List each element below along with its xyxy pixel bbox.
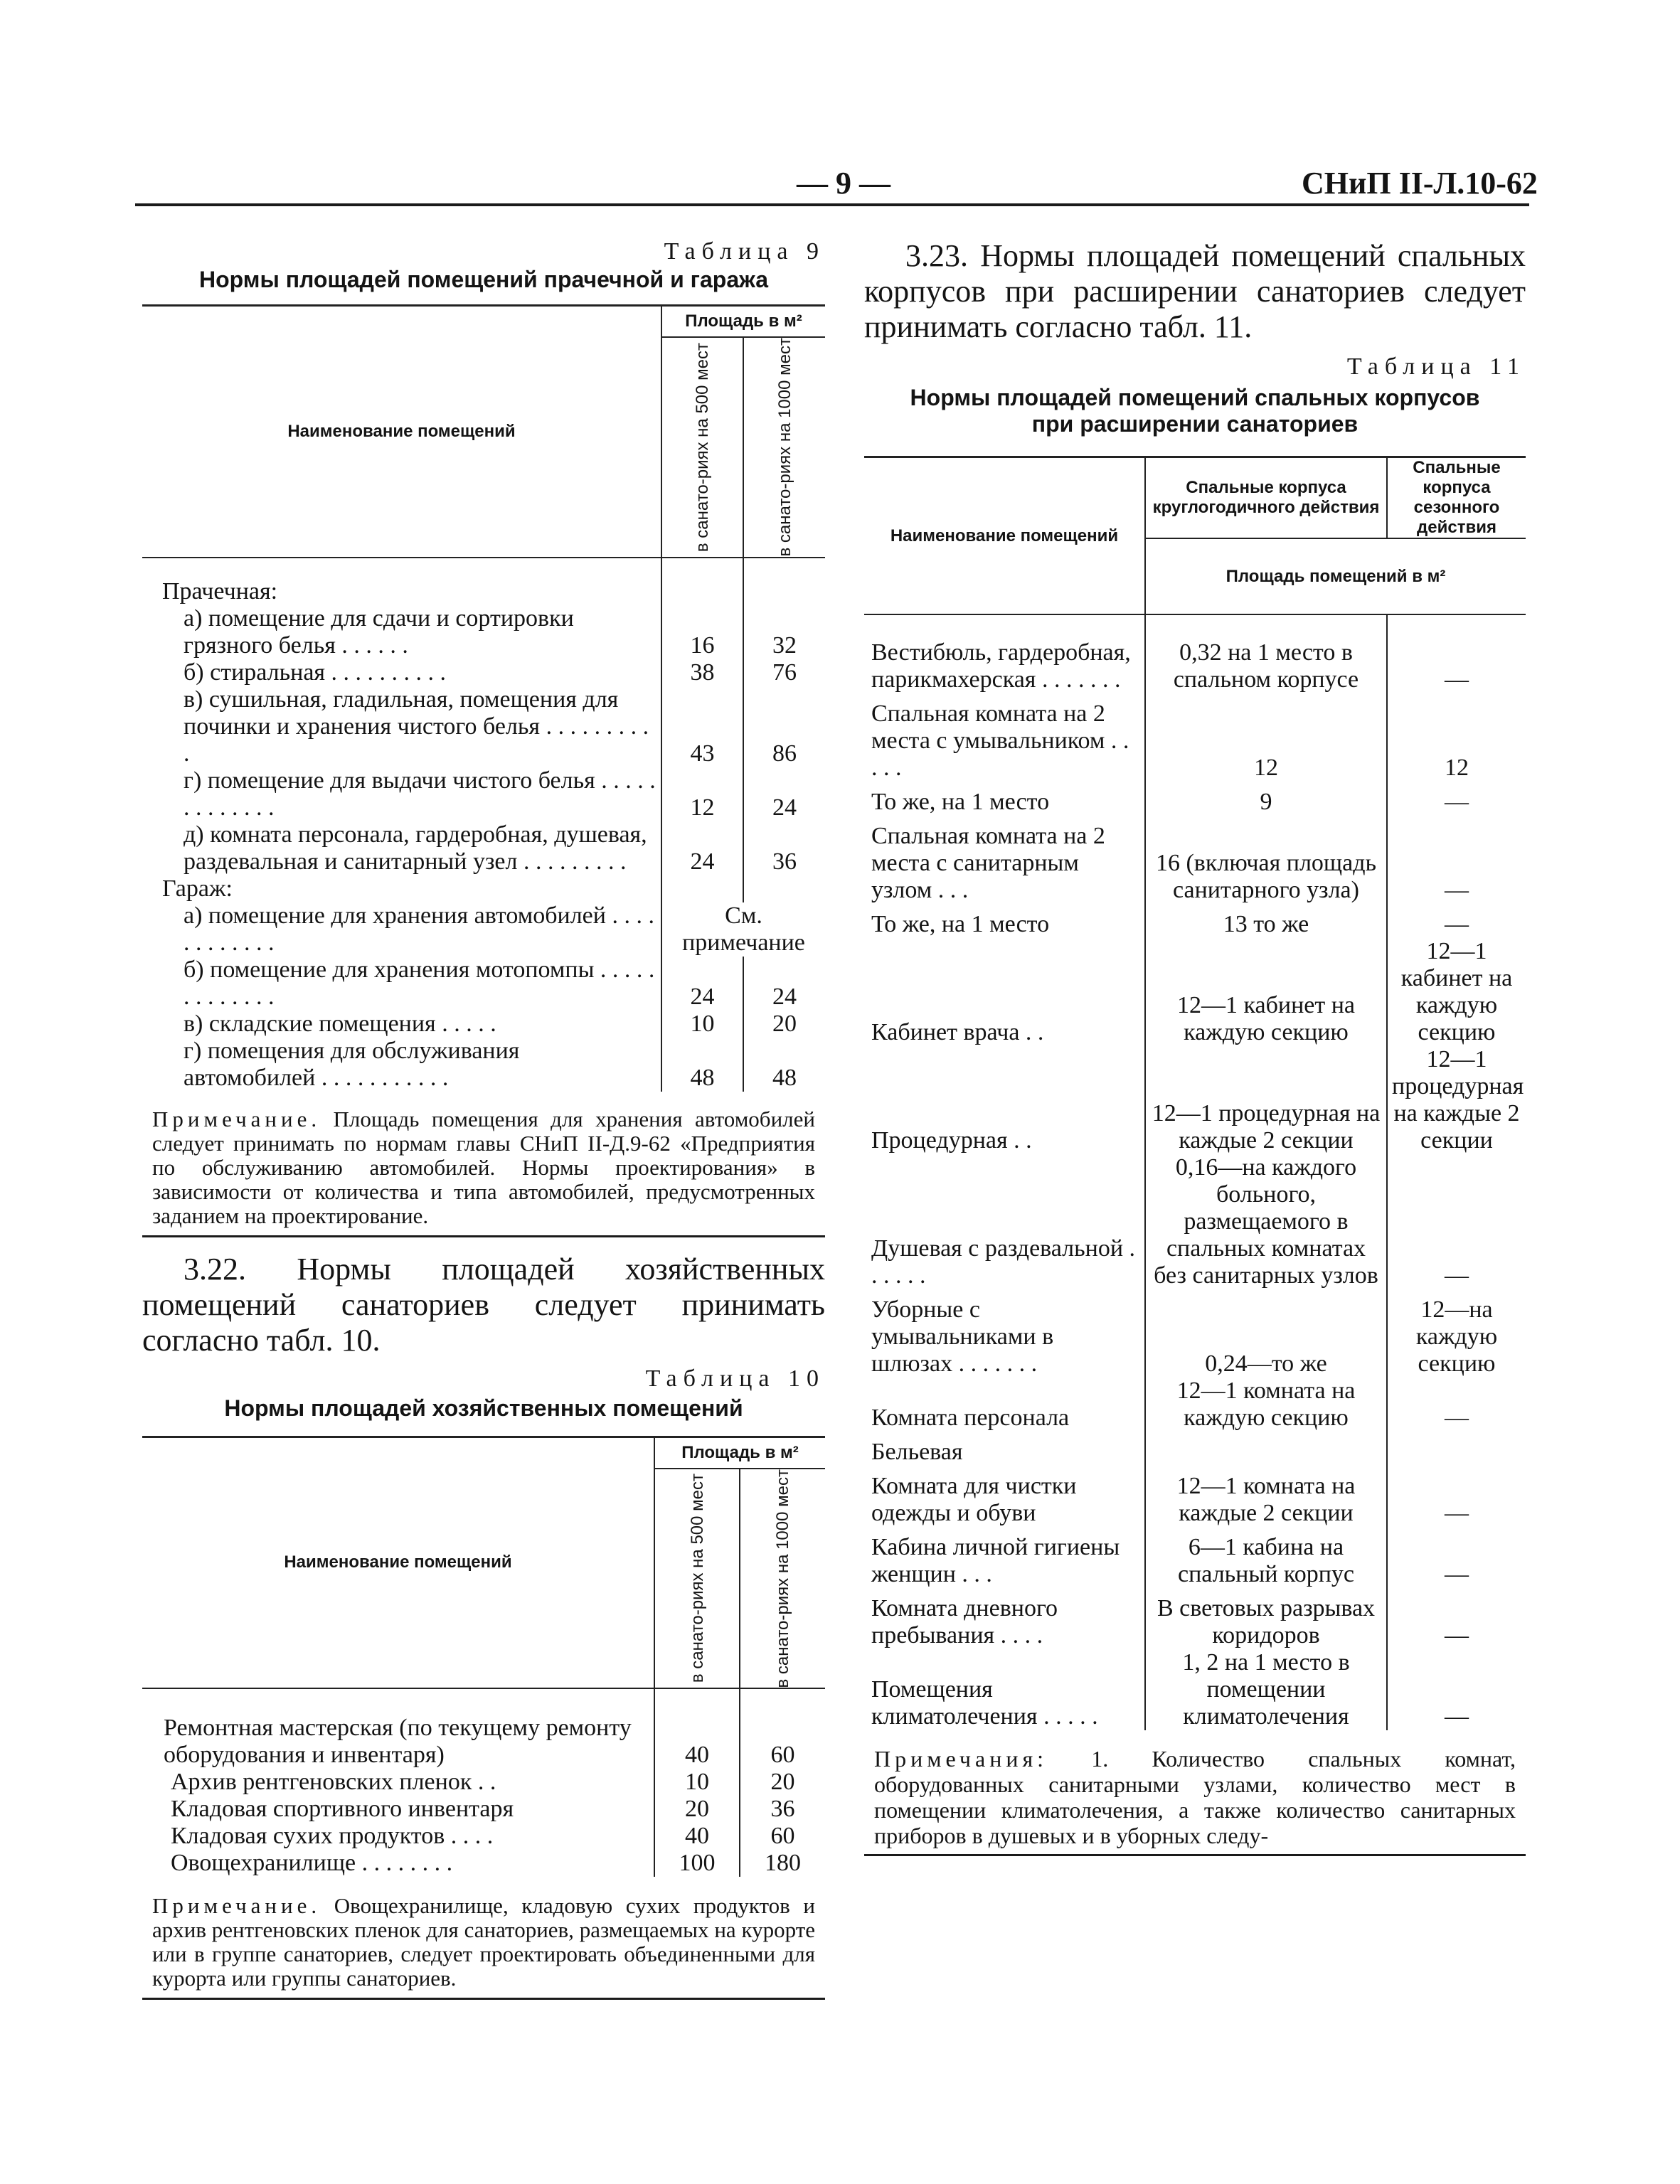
row-value-year-round — [1145, 1432, 1387, 1466]
table-row — [142, 1688, 825, 1769]
row-name: в) сушильная, гладильная, помещения для починки и хранения чистого белья . . . . . . . . . . — [184, 686, 649, 767]
table11-note — [864, 1746, 1526, 1848]
row-value-seasonal: — — [1387, 904, 1526, 938]
row-name: Комната персонала — [871, 1405, 1070, 1431]
row-value-year-round: В световых разрывах коридоров — [1145, 1588, 1387, 1649]
row-value-seasonal: 12 — [1387, 693, 1526, 782]
table-row — [864, 904, 1526, 938]
table11-title: Нормы площадей помещений спальных корпусов при расширении санаториев — [910, 385, 1480, 437]
table-row — [864, 1378, 1526, 1432]
row-value-500: 10 — [661, 1011, 743, 1038]
table-row — [142, 1011, 825, 1038]
table-row — [142, 1769, 825, 1796]
row-name: Овощехранилище . . . . . . . . — [171, 1850, 453, 1876]
para-3-22 — [142, 1252, 825, 1358]
row-name: г) помещения для обслуживания автомобилей . . . . . . . . . . . — [184, 1037, 520, 1091]
table-row — [864, 782, 1526, 816]
row-value-seasonal: — — [1387, 614, 1526, 693]
table11-col-a: Спальные корпуса круглогодичного действия — [1145, 457, 1387, 539]
row-name: а) помещение для хранения автомобилей . . . . . . . . . . . . — [184, 902, 654, 956]
row-value-seasonal: — — [1387, 1154, 1526, 1289]
table10-col-area: Площадь в м² — [654, 1437, 825, 1469]
table-row — [864, 693, 1526, 782]
row-name: Спальная комната на 2 места с санитарным узлом . . . — [871, 823, 1105, 903]
para-3-22-text: Нормы площадей хозяйственных помещений санаториев следует принимать согласно табл. 10. — [142, 1251, 826, 1358]
row-value-500: 16 — [661, 605, 743, 659]
table10-col-name: Наименование помещений — [142, 1437, 654, 1688]
row-name: б) стиральная . . . . . . . . . . — [184, 659, 447, 686]
table-row — [142, 1823, 825, 1850]
table11-body — [864, 614, 1526, 1730]
row-value-500 — [661, 875, 743, 902]
row-value-500: 12 — [661, 767, 743, 821]
row-name: То же, на 1 место — [871, 789, 1050, 815]
table10-bottom-rule — [142, 1998, 825, 2000]
table-row — [142, 957, 825, 1011]
row-value-year-round: 12—1 комната на каждые 2 секции — [1145, 1466, 1387, 1527]
row-name: Кабинет врача . . — [871, 1019, 1044, 1045]
row-value-1000: 60 — [740, 1688, 825, 1769]
table-row — [864, 614, 1526, 693]
table10-note-text: Овощехранилище, кладовую сухих продуктов и архив рентгеновских пленок для санаториев, размещаемых на курорте или в группе санаториев, следует проектировать объединенными для курорта или группы санаториев. — [152, 1893, 816, 1991]
row-value-500: 20 — [654, 1796, 740, 1823]
table9 — [142, 304, 825, 1092]
table-row — [142, 558, 825, 605]
row-name: То же, на 1 место — [871, 911, 1050, 937]
row-value-1000: 20 — [740, 1769, 825, 1796]
table10-caption: Таблица 10 — [645, 1365, 825, 1392]
row-value-1000: 60 — [740, 1823, 825, 1850]
table10-note — [142, 1894, 825, 1991]
row-value-year-round: 6—1 кабина на спальный корпус — [1145, 1527, 1387, 1588]
page-number: — 9 — — [797, 166, 890, 201]
row-name: Помещения климатолечения . . . . . — [871, 1676, 1098, 1730]
table-row — [142, 1850, 825, 1877]
row-value-year-round: 12 — [1145, 693, 1387, 782]
row-name: Прачечная: — [162, 577, 278, 604]
row-value-year-round: 12—1 комната на каждую секцию — [1145, 1378, 1387, 1432]
table-row — [864, 1649, 1526, 1730]
row-value-1000: 36 — [740, 1796, 825, 1823]
row-name: Ремонтная мастерская (по текущему ремонту оборудования и инвентаря) — [164, 1715, 632, 1768]
table-row — [142, 1796, 825, 1823]
table-row — [864, 1588, 1526, 1649]
row-name: в) складские помещения . . . . . — [184, 1010, 496, 1037]
table9-col-500: в санато-риях на 500 мест — [693, 342, 712, 552]
para-3-23 — [864, 238, 1526, 345]
table10-col-500: в санато-риях на 500 мест — [687, 1474, 707, 1683]
table9-col-area: Площадь в м² — [661, 306, 825, 338]
table10-col-1000: в санато-риях на 1000 мест — [773, 1469, 792, 1688]
row-value-seasonal: 12—1 кабинет на каждую секцию — [1387, 938, 1526, 1046]
row-value-1000: 48 — [743, 1038, 825, 1092]
table-row — [142, 902, 825, 957]
row-name: Архив рентгеновских пленок . . — [171, 1769, 496, 1795]
row-name: Комната дневного пребывания . . . . — [871, 1595, 1058, 1648]
table11-bottom-rule — [864, 1854, 1526, 1856]
left-column — [142, 238, 825, 2000]
row-value-year-round: 13 то же — [1145, 904, 1387, 938]
row-name: Душевая с раздевальной . . . . . . — [871, 1235, 1136, 1289]
table-row — [142, 659, 825, 686]
para-3-23-text: Нормы площадей помещений спальных корпусов при расширении санаториев следует принимать согласно табл. 11. — [864, 238, 1526, 344]
table9-col-1000: в санато-риях на 1000 мест — [775, 338, 794, 557]
table-row — [864, 816, 1526, 904]
row-name: Процедурная . . — [871, 1127, 1032, 1154]
row-value-500: 24 — [661, 957, 743, 1011]
row-value-500: 43 — [661, 686, 743, 767]
table10 — [142, 1436, 825, 1877]
table9-note-label: Примечание. — [152, 1106, 321, 1131]
row-name: Уборные с умывальниками в шлюзах . . . . . . . — [871, 1296, 1054, 1377]
row-value-500: 100 — [654, 1850, 740, 1877]
table10-body — [142, 1688, 825, 1877]
row-value-500 — [661, 558, 743, 605]
header-rule — [135, 203, 1529, 206]
row-name: Кладовая сухих продуктов . . . . — [171, 1823, 494, 1849]
row-value-seasonal: 12—1 процедурная на каждые 2 секции — [1387, 1046, 1526, 1154]
row-value-seasonal: — — [1387, 1649, 1526, 1730]
row-name: Спальная комната на 2 места с умывальником . . . . . — [871, 701, 1129, 781]
table11 — [864, 456, 1526, 1730]
row-value-500: 40 — [654, 1823, 740, 1850]
row-value-year-round: 0,24—то же — [1145, 1289, 1387, 1378]
table11-col-area: Площадь помещений в м² — [1145, 538, 1526, 614]
row-value-1000 — [743, 875, 825, 902]
row-name: б) помещение для хранения мотопомпы . . . . . . . . . . . . . — [184, 956, 655, 1010]
row-value-500: 10 — [654, 1769, 740, 1796]
table11-caption: Таблица 11 — [1346, 353, 1526, 380]
para-3-22-number: 3.22. — [184, 1251, 246, 1287]
row-value-1000: 180 — [740, 1850, 825, 1877]
row-value-500: 40 — [654, 1688, 740, 1769]
table-row — [864, 1466, 1526, 1527]
row-value-seasonal: — — [1387, 1527, 1526, 1588]
table9-note-text: Площадь помещения для хранения автомобилей следует принимать по нормам главы СНиП II-Д.9-62 «Предприятия по обслуживанию автомобилей. Нормы проектирования» в зависимости от количества и типа автомобилей, предусмотренных заданием на проектирование. — [152, 1106, 815, 1228]
table-row — [864, 1046, 1526, 1154]
row-value-year-round: 9 — [1145, 782, 1387, 816]
row-value-year-round: 16 (включая площадь санитарного узла) — [1145, 816, 1387, 904]
row-value-year-round: 12—1 процедурная на каждые 2 секции — [1145, 1046, 1387, 1154]
row-value-seasonal — [1387, 1432, 1526, 1466]
table-row — [142, 821, 825, 875]
row-name: Кладовая спортивного инвентаря — [171, 1796, 514, 1822]
row-name: а) помещение для сдачи и сортировки грязного белья . . . . . . — [184, 604, 574, 659]
table-row — [864, 1527, 1526, 1588]
row-value-seasonal: — — [1387, 816, 1526, 904]
row-value-500: 38 — [661, 659, 743, 686]
row-value-1000 — [743, 558, 825, 605]
table-row — [864, 1289, 1526, 1378]
row-value-year-round: 12—1 кабинет на каждую секцию — [1145, 938, 1387, 1046]
table-row — [142, 605, 825, 659]
table9-bottom-rule — [142, 1235, 825, 1237]
table9-caption: Таблица 9 — [664, 238, 825, 265]
row-value-seasonal: — — [1387, 1378, 1526, 1432]
row-value-500: 24 — [661, 821, 743, 875]
row-value-1000: 86 — [743, 686, 825, 767]
table9-body — [142, 558, 825, 1092]
table9-col-name: Наименование помещений — [142, 306, 661, 558]
row-value-1000: 76 — [743, 659, 825, 686]
row-value-merged: См. примечание — [661, 902, 825, 957]
row-value-1000: 24 — [743, 957, 825, 1011]
table-row — [142, 767, 825, 821]
row-name: Кабина личной гигиены женщин . . . — [871, 1534, 1120, 1587]
table11-note-label: Примечания: — [874, 1746, 1048, 1772]
para-3-23-number: 3.23. — [905, 238, 968, 273]
row-value-seasonal: — — [1387, 1588, 1526, 1649]
document-code: СНиП II-Л.10-62 — [1302, 166, 1538, 201]
right-column — [864, 238, 1526, 1856]
row-value-1000: 32 — [743, 605, 825, 659]
table-row — [864, 1154, 1526, 1289]
table11-col-b: Спальные корпуса сезонного действия — [1387, 457, 1526, 539]
table9-title: Нормы площадей помещений прачечной и гаража — [199, 267, 768, 292]
table10-title: Нормы площадей хозяйственных помещений — [224, 1395, 743, 1421]
table11-note-text: 1. Количество спальных комнат, оборудованных санитарными узлами, количество мест в помещении климатолечения, а также количество санитарных приборов в душевых и в уборных следу- — [874, 1746, 1516, 1848]
row-name: Бельевая — [871, 1439, 963, 1465]
row-value-year-round: 0,16—на каждого больного, размещаемого в спальных комнатах без санитарных узлов — [1145, 1154, 1387, 1289]
row-value-500: 48 — [661, 1038, 743, 1092]
row-value-year-round: 0,32 на 1 место в спальном корпусе — [1145, 614, 1387, 693]
table11-col-name: Наименование помещений — [864, 457, 1145, 615]
table-row — [142, 875, 825, 902]
row-name: д) комната персонала, гардеробная, душевая, раздевальная и санитарный узел . . . . . . . . . — [184, 821, 647, 875]
row-value-1000: 20 — [743, 1011, 825, 1038]
table-row — [864, 938, 1526, 1046]
row-value-seasonal: — — [1387, 1466, 1526, 1527]
table-row — [142, 686, 825, 767]
table9-note — [142, 1107, 825, 1228]
table-row — [864, 1432, 1526, 1466]
row-value-1000: 24 — [743, 767, 825, 821]
table-row — [142, 1038, 825, 1092]
row-name: Комната для чистки одежды и обуви — [871, 1473, 1077, 1526]
row-value-1000: 36 — [743, 821, 825, 875]
row-name: Гараж: — [162, 875, 233, 902]
row-name: г) помещение для выдачи чистого белья . . . . . . . . . . . . . — [184, 767, 656, 821]
table10-note-label: Примечание. — [152, 1893, 321, 1918]
row-value-year-round: 1, 2 на 1 место в помещении климатолечения — [1145, 1649, 1387, 1730]
row-value-seasonal: 12—на каждую секцию — [1387, 1289, 1526, 1378]
row-value-seasonal: — — [1387, 782, 1526, 816]
row-name: Вестибюль, гардеробная, парикмахерская . . . . . . . — [871, 639, 1131, 693]
